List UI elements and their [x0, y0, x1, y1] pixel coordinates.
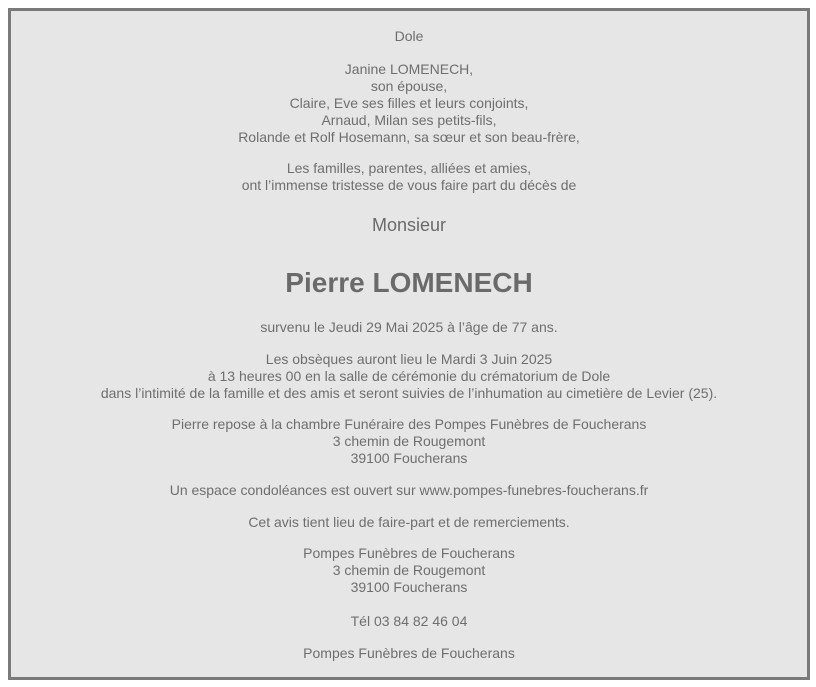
funeral-line: Les obsèques auront lieu le Mardi 3 Juin 2025	[265, 351, 553, 367]
remark: Cet avis tient lieu de faire-part et de remerciements.	[248, 514, 570, 530]
city: Dole	[394, 28, 424, 44]
family-line: Rolande et Rolf Hosemann, sa sœur et son beau-frère,	[238, 129, 580, 145]
rest-place-line: 3 chemin de Rougemont	[332, 433, 486, 449]
family-line: Janine LOMENECH,	[344, 61, 474, 77]
funeral-home-line: Pompes Funèbres de Foucherans	[303, 545, 515, 561]
funeral-home-line: 3 chemin de Rougemont	[332, 562, 486, 578]
phone: Tél 03 84 82 46 04	[350, 613, 468, 629]
family-line: Claire, Eve ses filles et leurs conjoints,	[289, 95, 529, 111]
rest-place-line: 39100 Foucherans	[350, 450, 468, 466]
family-line: Arnaud, Milan ses petits-fils,	[321, 112, 497, 128]
obituary-notice	[8, 8, 810, 680]
deceased-name: Pierre LOMENECH	[285, 267, 533, 298]
title: Monsieur	[371, 215, 447, 235]
funeral-line: à 13 heures 00 en la salle de cérémonie du crématorium de Dole	[207, 368, 611, 384]
rest-place-line: Pierre repose à la chambre Funéraire des Pompes Funèbres de Foucherans	[171, 416, 647, 432]
death-info: survenu le Jeudi 29 Mai 2025 à l’âge de 77 ans.	[260, 319, 558, 335]
intro-line: Les familles, parentes, alliées et amies,	[286, 160, 532, 176]
intro-line: ont l’immense tristesse de vous faire part du décès de	[241, 177, 577, 193]
funeral-line: dans l’intimité de la famille et des amis et seront suivies de l’inhumation au cimetière de Levier (25).	[100, 385, 718, 401]
condolences: Un espace condoléances est ouvert sur www.pompes-funebres-foucherans.fr	[169, 482, 649, 498]
signature: Pompes Funèbres de Foucherans	[303, 645, 515, 661]
family-line: son épouse,	[370, 78, 448, 94]
funeral-home-line: 39100 Foucherans	[350, 579, 468, 595]
